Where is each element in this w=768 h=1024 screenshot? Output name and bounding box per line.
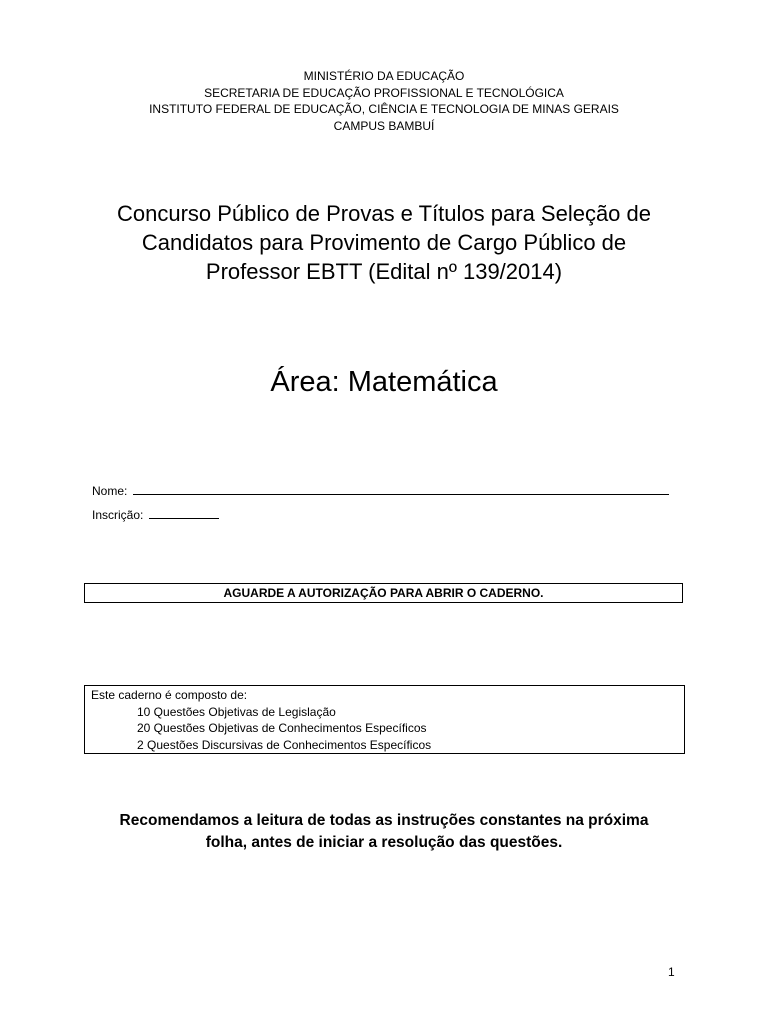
- recommendation-line: folha, antes de iniciar a resolução das questões.: [205, 834, 563, 851]
- header-line-institute: INSTITUTO FEDERAL DE EDUCAÇÃO, CIÊNCIA E TECNOLOGIA DE MINAS GERAIS: [149, 102, 619, 116]
- header-line-ministry: MINISTÉRIO DA EDUCAÇÃO: [303, 69, 465, 83]
- title-line: Concurso Público de Provas e Títulos para Seleção de: [116, 201, 651, 226]
- header-line-secretariat: SECRETARIA DE EDUCAÇÃO PROFISSIONAL E TECNOLÓGICA: [204, 85, 564, 100]
- list-item: 2 Questões Discursivas de Conhecimentos Específicos: [137, 737, 432, 752]
- recommendation-line: Recomendamos a leitura de todas as instruções constantes na próxima: [119, 812, 649, 829]
- wait-notice-box: [84, 583, 683, 603]
- title-line: Professor EBTT (Edital nº 139/2014): [205, 259, 563, 284]
- composition-intro: Este caderno é composto de:: [91, 688, 248, 702]
- wait-notice-text: AGUARDE A AUTORIZAÇÃO PARA ABRIR O CADERNO.: [223, 586, 544, 600]
- list-item: 20 Questões Objetivas de Conhecimentos Específicos: [137, 721, 427, 735]
- page-number: 1: [668, 965, 675, 979]
- name-blank-line: [133, 482, 669, 495]
- name-field: [92, 482, 669, 499]
- registration-blank-line: [149, 506, 219, 519]
- reading-recommendation: [60, 810, 708, 854]
- registration-field: [92, 506, 219, 523]
- composition-list: [91, 704, 684, 754]
- institution-header: [0, 68, 768, 134]
- title-line: Candidatos para Provimento de Cargo Público de: [141, 230, 627, 255]
- booklet-composition-box: [84, 685, 685, 754]
- registration-label: Inscrição:: [92, 508, 144, 522]
- document-title: [60, 199, 708, 286]
- header-line-campus: CAMPUS BAMBUÍ: [333, 118, 435, 133]
- name-label: Nome:: [92, 484, 128, 498]
- subject-area-heading: Área: Matemática: [270, 366, 498, 398]
- list-item: 10 Questões Objetivas de Legislação: [137, 704, 336, 719]
